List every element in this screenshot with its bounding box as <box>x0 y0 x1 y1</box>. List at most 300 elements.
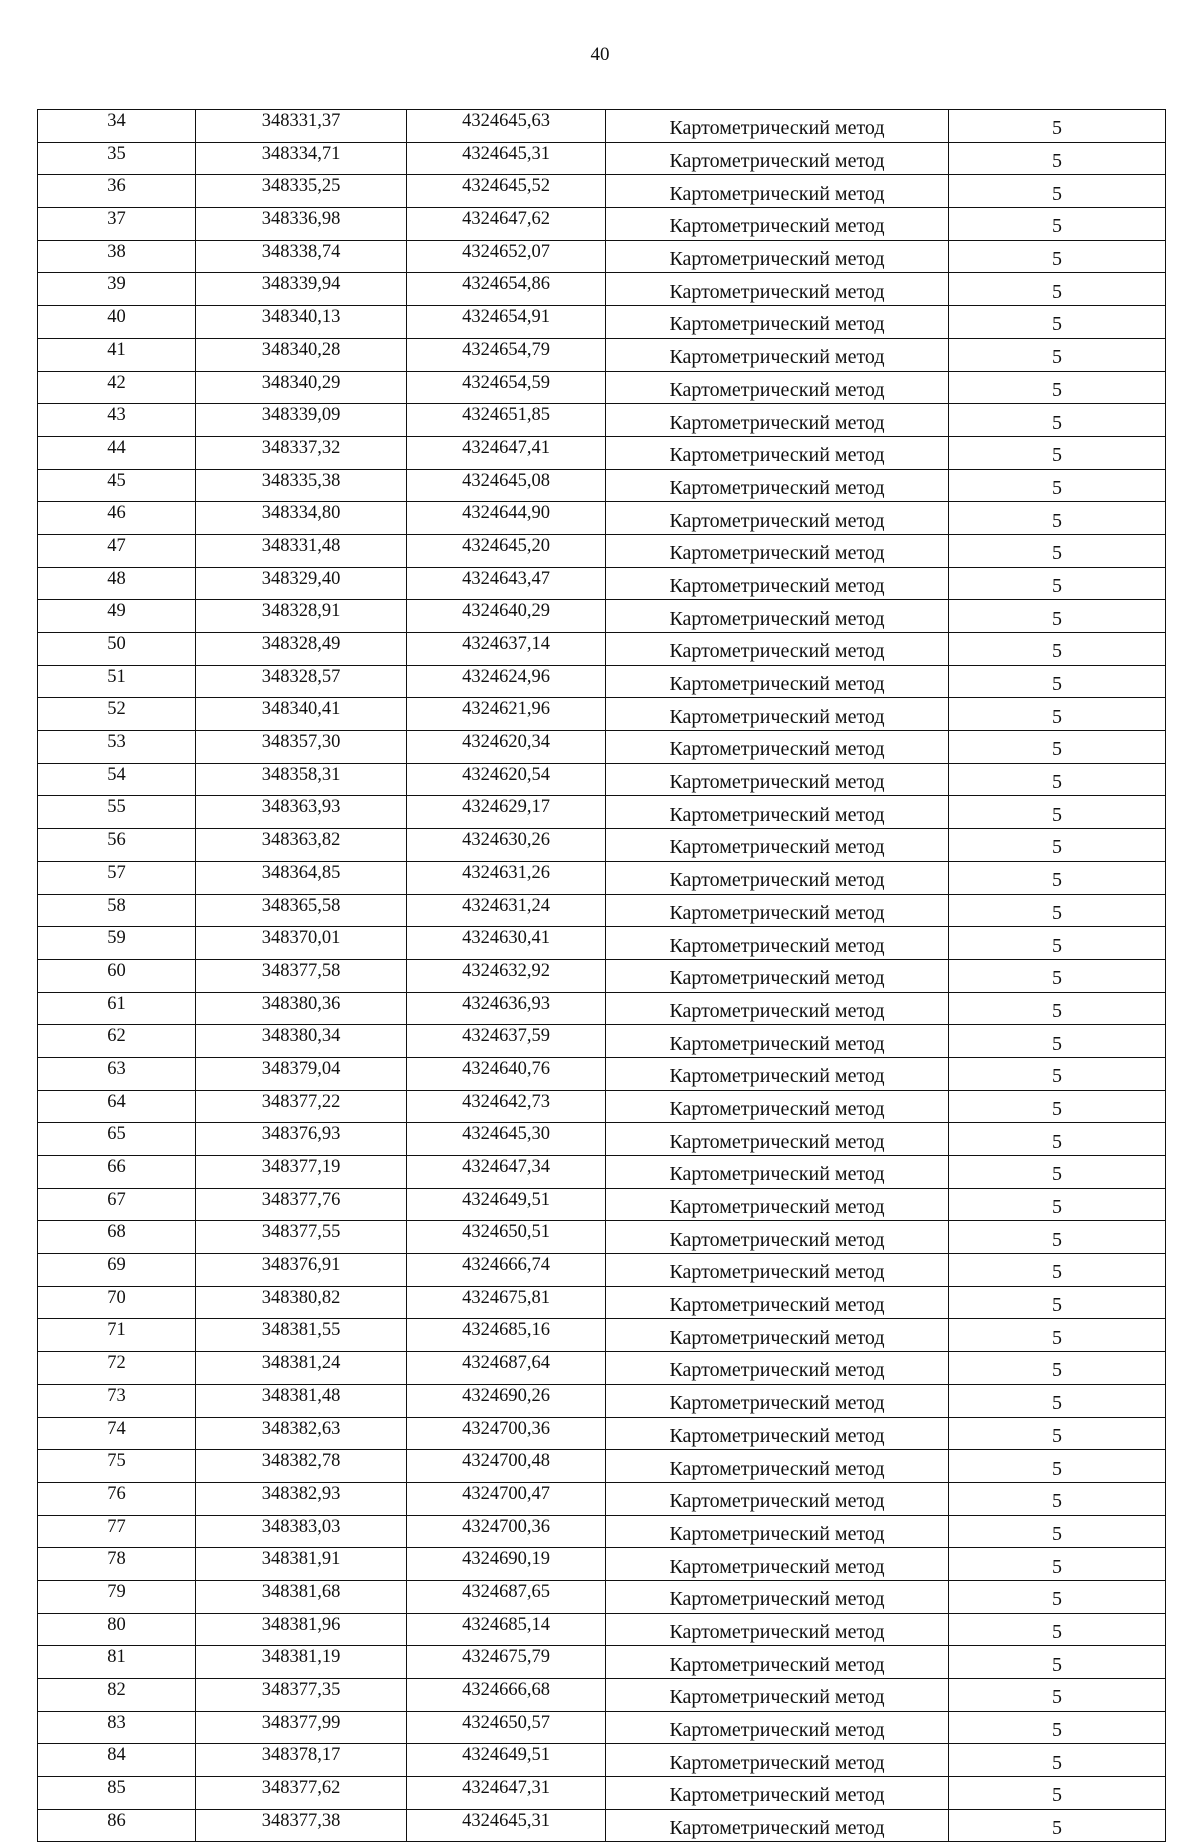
x-coordinate-cell: 348377,55 <box>196 1221 407 1254</box>
y-coordinate-cell: 4324654,59 <box>407 371 606 404</box>
method-cell: Картометрический метод <box>606 894 949 927</box>
y-coordinate-cell: 4324620,54 <box>407 763 606 796</box>
method-cell: Картометрический метод <box>606 927 949 960</box>
point-number-cell: 57 <box>38 861 196 894</box>
table-row <box>38 1450 1166 1483</box>
x-coordinate-cell: 348365,58 <box>196 894 407 927</box>
x-coordinate-cell: 348328,91 <box>196 600 407 633</box>
y-coordinate-cell: 4324644,90 <box>407 502 606 535</box>
point-number-cell: 51 <box>38 665 196 698</box>
method-cell: Картометрический метод <box>606 1286 949 1319</box>
y-coordinate-cell: 4324654,91 <box>407 306 606 339</box>
x-coordinate-cell: 348377,38 <box>196 1809 407 1842</box>
table-row <box>38 1057 1166 1090</box>
y-coordinate-cell: 4324631,24 <box>407 894 606 927</box>
y-coordinate-cell: 4324690,19 <box>407 1548 606 1581</box>
accuracy-cell: 5 <box>949 1025 1166 1058</box>
x-coordinate-cell: 348340,29 <box>196 371 407 404</box>
x-coordinate-cell: 348334,71 <box>196 142 407 175</box>
y-coordinate-cell: 4324645,31 <box>407 142 606 175</box>
table-row <box>38 959 1166 992</box>
point-number-cell: 67 <box>38 1188 196 1221</box>
table-body <box>38 110 1166 1842</box>
table-row <box>38 1744 1166 1777</box>
accuracy-cell: 5 <box>949 534 1166 567</box>
method-cell: Картометрический метод <box>606 1482 949 1515</box>
y-coordinate-cell: 4324652,07 <box>407 240 606 273</box>
y-coordinate-cell: 4324700,36 <box>407 1417 606 1450</box>
y-coordinate-cell: 4324650,51 <box>407 1221 606 1254</box>
x-coordinate-cell: 348328,57 <box>196 665 407 698</box>
table-row <box>38 1515 1166 1548</box>
y-coordinate-cell: 4324690,26 <box>407 1384 606 1417</box>
point-number-cell: 46 <box>38 502 196 535</box>
point-number-cell: 52 <box>38 698 196 731</box>
y-coordinate-cell: 4324632,92 <box>407 959 606 992</box>
method-cell: Картометрический метод <box>606 240 949 273</box>
accuracy-cell: 5 <box>949 1221 1166 1254</box>
y-coordinate-cell: 4324700,48 <box>407 1450 606 1483</box>
x-coordinate-cell: 348335,38 <box>196 469 407 502</box>
x-coordinate-cell: 348381,91 <box>196 1548 407 1581</box>
accuracy-cell: 5 <box>949 1286 1166 1319</box>
accuracy-cell: 5 <box>949 1156 1166 1189</box>
method-cell: Картометрический метод <box>606 1025 949 1058</box>
accuracy-cell: 5 <box>949 1613 1166 1646</box>
method-cell: Картометрический метод <box>606 1352 949 1385</box>
point-number-cell: 82 <box>38 1679 196 1712</box>
x-coordinate-cell: 348377,19 <box>196 1156 407 1189</box>
y-coordinate-cell: 4324645,30 <box>407 1123 606 1156</box>
accuracy-cell: 5 <box>949 829 1166 862</box>
accuracy-cell: 5 <box>949 600 1166 633</box>
x-coordinate-cell: 348336,98 <box>196 208 407 241</box>
x-coordinate-cell: 348363,93 <box>196 796 407 829</box>
table-row <box>38 861 1166 894</box>
point-number-cell: 81 <box>38 1646 196 1679</box>
x-coordinate-cell: 348377,58 <box>196 959 407 992</box>
table-row <box>38 338 1166 371</box>
accuracy-cell: 5 <box>949 1679 1166 1712</box>
accuracy-cell: 5 <box>949 1646 1166 1679</box>
accuracy-cell: 5 <box>949 1417 1166 1450</box>
table-row <box>38 1711 1166 1744</box>
page-number: 40 <box>590 44 610 65</box>
y-coordinate-cell: 4324700,47 <box>407 1482 606 1515</box>
x-coordinate-cell: 348377,99 <box>196 1711 407 1744</box>
x-coordinate-cell: 348328,49 <box>196 633 407 666</box>
point-number-cell: 35 <box>38 142 196 175</box>
method-cell: Картометрический метод <box>606 633 949 666</box>
table-row <box>38 731 1166 764</box>
accuracy-cell: 5 <box>949 894 1166 927</box>
y-coordinate-cell: 4324675,79 <box>407 1646 606 1679</box>
x-coordinate-cell: 348339,09 <box>196 404 407 437</box>
accuracy-cell: 5 <box>949 1809 1166 1842</box>
method-cell: Картометрический метод <box>606 1384 949 1417</box>
table-row <box>38 240 1166 273</box>
accuracy-cell: 5 <box>949 306 1166 339</box>
table-row <box>38 1090 1166 1123</box>
method-cell: Картометрический метод <box>606 142 949 175</box>
point-number-cell: 66 <box>38 1156 196 1189</box>
table-row <box>38 142 1166 175</box>
point-number-cell: 76 <box>38 1482 196 1515</box>
method-cell: Картометрический метод <box>606 1254 949 1287</box>
table-row <box>38 469 1166 502</box>
method-cell: Картометрический метод <box>606 959 949 992</box>
y-coordinate-cell: 4324637,59 <box>407 1025 606 1058</box>
point-number-cell: 85 <box>38 1777 196 1810</box>
y-coordinate-cell: 4324647,62 <box>407 208 606 241</box>
accuracy-cell: 5 <box>949 959 1166 992</box>
method-cell: Картометрический метод <box>606 338 949 371</box>
point-number-cell: 80 <box>38 1613 196 1646</box>
table-row <box>38 633 1166 666</box>
table-row <box>38 567 1166 600</box>
table-row <box>38 306 1166 339</box>
x-coordinate-cell: 348339,94 <box>196 273 407 306</box>
table-row <box>38 110 1166 143</box>
y-coordinate-cell: 4324630,41 <box>407 927 606 960</box>
method-cell: Картометрический метод <box>606 763 949 796</box>
method-cell: Картометрический метод <box>606 1123 949 1156</box>
method-cell: Картометрический метод <box>606 861 949 894</box>
method-cell: Картометрический метод <box>606 1515 949 1548</box>
point-number-cell: 55 <box>38 796 196 829</box>
table-row <box>38 1679 1166 1712</box>
point-number-cell: 40 <box>38 306 196 339</box>
point-number-cell: 53 <box>38 731 196 764</box>
x-coordinate-cell: 348381,55 <box>196 1319 407 1352</box>
table-row <box>38 1482 1166 1515</box>
table-row <box>38 534 1166 567</box>
x-coordinate-cell: 348357,30 <box>196 731 407 764</box>
method-cell: Картометрический метод <box>606 829 949 862</box>
method-cell: Картометрический метод <box>606 731 949 764</box>
point-number-cell: 77 <box>38 1515 196 1548</box>
point-number-cell: 70 <box>38 1286 196 1319</box>
x-coordinate-cell: 348377,35 <box>196 1679 407 1712</box>
accuracy-cell: 5 <box>949 1711 1166 1744</box>
accuracy-cell: 5 <box>949 992 1166 1025</box>
accuracy-cell: 5 <box>949 208 1166 241</box>
coordinates-table <box>37 109 1166 1842</box>
x-coordinate-cell: 348376,93 <box>196 1123 407 1156</box>
y-coordinate-cell: 4324687,64 <box>407 1352 606 1385</box>
y-coordinate-cell: 4324642,73 <box>407 1090 606 1123</box>
x-coordinate-cell: 348358,31 <box>196 763 407 796</box>
point-number-cell: 58 <box>38 894 196 927</box>
x-coordinate-cell: 348340,41 <box>196 698 407 731</box>
point-number-cell: 72 <box>38 1352 196 1385</box>
table-row <box>38 1188 1166 1221</box>
x-coordinate-cell: 348377,62 <box>196 1777 407 1810</box>
x-coordinate-cell: 348363,82 <box>196 829 407 862</box>
accuracy-cell: 5 <box>949 731 1166 764</box>
method-cell: Картометрический метод <box>606 306 949 339</box>
table-row <box>38 1384 1166 1417</box>
table-row <box>38 1319 1166 1352</box>
y-coordinate-cell: 4324645,08 <box>407 469 606 502</box>
method-cell: Картометрический метод <box>606 371 949 404</box>
accuracy-cell: 5 <box>949 110 1166 143</box>
accuracy-cell: 5 <box>949 861 1166 894</box>
point-number-cell: 49 <box>38 600 196 633</box>
method-cell: Картометрический метод <box>606 600 949 633</box>
method-cell: Картометрический метод <box>606 567 949 600</box>
table-row <box>38 796 1166 829</box>
accuracy-cell: 5 <box>949 502 1166 535</box>
method-cell: Картометрический метод <box>606 1450 949 1483</box>
method-cell: Картометрический метод <box>606 1057 949 1090</box>
x-coordinate-cell: 348377,76 <box>196 1188 407 1221</box>
table-row <box>38 1417 1166 1450</box>
y-coordinate-cell: 4324649,51 <box>407 1188 606 1221</box>
x-coordinate-cell: 348340,28 <box>196 338 407 371</box>
table-row <box>38 665 1166 698</box>
x-coordinate-cell: 348382,78 <box>196 1450 407 1483</box>
table-row <box>38 1777 1166 1810</box>
x-coordinate-cell: 348381,48 <box>196 1384 407 1417</box>
y-coordinate-cell: 4324647,41 <box>407 436 606 469</box>
method-cell: Картометрический метод <box>606 469 949 502</box>
method-cell: Картометрический метод <box>606 534 949 567</box>
y-coordinate-cell: 4324621,96 <box>407 698 606 731</box>
point-number-cell: 56 <box>38 829 196 862</box>
y-coordinate-cell: 4324654,79 <box>407 338 606 371</box>
y-coordinate-cell: 4324624,96 <box>407 665 606 698</box>
table-row <box>38 1646 1166 1679</box>
point-number-cell: 61 <box>38 992 196 1025</box>
method-cell: Картометрический метод <box>606 1580 949 1613</box>
point-number-cell: 86 <box>38 1809 196 1842</box>
point-number-cell: 62 <box>38 1025 196 1058</box>
point-number-cell: 79 <box>38 1580 196 1613</box>
accuracy-cell: 5 <box>949 1515 1166 1548</box>
point-number-cell: 71 <box>38 1319 196 1352</box>
accuracy-cell: 5 <box>949 665 1166 698</box>
y-coordinate-cell: 4324675,81 <box>407 1286 606 1319</box>
accuracy-cell: 5 <box>949 1482 1166 1515</box>
table-row <box>38 894 1166 927</box>
table-row <box>38 1025 1166 1058</box>
point-number-cell: 36 <box>38 175 196 208</box>
method-cell: Картометрический метод <box>606 1417 949 1450</box>
y-coordinate-cell: 4324649,51 <box>407 1744 606 1777</box>
table-row <box>38 1580 1166 1613</box>
point-number-cell: 64 <box>38 1090 196 1123</box>
accuracy-cell: 5 <box>949 436 1166 469</box>
accuracy-cell: 5 <box>949 763 1166 796</box>
point-number-cell: 37 <box>38 208 196 241</box>
point-number-cell: 42 <box>38 371 196 404</box>
table-row <box>38 404 1166 437</box>
method-cell: Картометрический метод <box>606 1188 949 1221</box>
table-row <box>38 371 1166 404</box>
x-coordinate-cell: 348377,22 <box>196 1090 407 1123</box>
accuracy-cell: 5 <box>949 142 1166 175</box>
point-number-cell: 48 <box>38 567 196 600</box>
table-row <box>38 175 1166 208</box>
table-row <box>38 273 1166 306</box>
table-row <box>38 992 1166 1025</box>
accuracy-cell: 5 <box>949 175 1166 208</box>
method-cell: Картометрический метод <box>606 1156 949 1189</box>
method-cell: Картометрический метод <box>606 502 949 535</box>
accuracy-cell: 5 <box>949 1188 1166 1221</box>
table-row <box>38 1156 1166 1189</box>
table-row <box>38 927 1166 960</box>
point-number-cell: 84 <box>38 1744 196 1777</box>
y-coordinate-cell: 4324700,36 <box>407 1515 606 1548</box>
accuracy-cell: 5 <box>949 633 1166 666</box>
y-coordinate-cell: 4324651,85 <box>407 404 606 437</box>
accuracy-cell: 5 <box>949 698 1166 731</box>
accuracy-cell: 5 <box>949 1123 1166 1156</box>
x-coordinate-cell: 348337,32 <box>196 436 407 469</box>
method-cell: Картометрический метод <box>606 273 949 306</box>
y-coordinate-cell: 4324666,68 <box>407 1679 606 1712</box>
point-number-cell: 69 <box>38 1254 196 1287</box>
x-coordinate-cell: 348340,13 <box>196 306 407 339</box>
y-coordinate-cell: 4324643,47 <box>407 567 606 600</box>
x-coordinate-cell: 348380,34 <box>196 1025 407 1058</box>
accuracy-cell: 5 <box>949 1254 1166 1287</box>
x-coordinate-cell: 348364,85 <box>196 861 407 894</box>
point-number-cell: 47 <box>38 534 196 567</box>
x-coordinate-cell: 348331,37 <box>196 110 407 143</box>
table-row <box>38 208 1166 241</box>
table-row <box>38 1352 1166 1385</box>
method-cell: Картометрический метод <box>606 436 949 469</box>
point-number-cell: 68 <box>38 1221 196 1254</box>
y-coordinate-cell: 4324631,26 <box>407 861 606 894</box>
x-coordinate-cell: 348378,17 <box>196 1744 407 1777</box>
y-coordinate-cell: 4324637,14 <box>407 633 606 666</box>
y-coordinate-cell: 4324647,34 <box>407 1156 606 1189</box>
point-number-cell: 44 <box>38 436 196 469</box>
y-coordinate-cell: 4324636,93 <box>407 992 606 1025</box>
method-cell: Картометрический метод <box>606 665 949 698</box>
point-number-cell: 59 <box>38 927 196 960</box>
method-cell: Картометрический метод <box>606 1777 949 1810</box>
x-coordinate-cell: 348383,03 <box>196 1515 407 1548</box>
x-coordinate-cell: 348376,91 <box>196 1254 407 1287</box>
accuracy-cell: 5 <box>949 469 1166 502</box>
y-coordinate-cell: 4324620,34 <box>407 731 606 764</box>
y-coordinate-cell: 4324629,17 <box>407 796 606 829</box>
x-coordinate-cell: 348338,74 <box>196 240 407 273</box>
table-row <box>38 1809 1166 1842</box>
point-number-cell: 75 <box>38 1450 196 1483</box>
method-cell: Картометрический метод <box>606 1646 949 1679</box>
method-cell: Картометрический метод <box>606 1090 949 1123</box>
point-number-cell: 34 <box>38 110 196 143</box>
method-cell: Картометрический метод <box>606 208 949 241</box>
y-coordinate-cell: 4324647,31 <box>407 1777 606 1810</box>
method-cell: Картометрический метод <box>606 1809 949 1842</box>
method-cell: Картометрический метод <box>606 1319 949 1352</box>
method-cell: Картометрический метод <box>606 1679 949 1712</box>
table-row <box>38 1254 1166 1287</box>
y-coordinate-cell: 4324650,57 <box>407 1711 606 1744</box>
point-number-cell: 83 <box>38 1711 196 1744</box>
table-row <box>38 502 1166 535</box>
y-coordinate-cell: 4324685,14 <box>407 1613 606 1646</box>
method-cell: Картометрический метод <box>606 1711 949 1744</box>
accuracy-cell: 5 <box>949 273 1166 306</box>
x-coordinate-cell: 348379,04 <box>196 1057 407 1090</box>
table-row <box>38 1123 1166 1156</box>
point-number-cell: 39 <box>38 273 196 306</box>
method-cell: Картометрический метод <box>606 698 949 731</box>
accuracy-cell: 5 <box>949 1450 1166 1483</box>
x-coordinate-cell: 348335,25 <box>196 175 407 208</box>
y-coordinate-cell: 4324687,65 <box>407 1580 606 1613</box>
accuracy-cell: 5 <box>949 1319 1166 1352</box>
accuracy-cell: 5 <box>949 927 1166 960</box>
y-coordinate-cell: 4324654,86 <box>407 273 606 306</box>
point-number-cell: 74 <box>38 1417 196 1450</box>
point-number-cell: 73 <box>38 1384 196 1417</box>
accuracy-cell: 5 <box>949 1384 1166 1417</box>
table-row <box>38 829 1166 862</box>
point-number-cell: 63 <box>38 1057 196 1090</box>
method-cell: Картометрический метод <box>606 110 949 143</box>
x-coordinate-cell: 348331,48 <box>196 534 407 567</box>
accuracy-cell: 5 <box>949 1548 1166 1581</box>
point-number-cell: 60 <box>38 959 196 992</box>
x-coordinate-cell: 348329,40 <box>196 567 407 600</box>
table-row <box>38 436 1166 469</box>
table-row <box>38 600 1166 633</box>
y-coordinate-cell: 4324640,76 <box>407 1057 606 1090</box>
y-coordinate-cell: 4324640,29 <box>407 600 606 633</box>
table-row <box>38 1548 1166 1581</box>
point-number-cell: 65 <box>38 1123 196 1156</box>
x-coordinate-cell: 348381,68 <box>196 1580 407 1613</box>
point-number-cell: 50 <box>38 633 196 666</box>
point-number-cell: 43 <box>38 404 196 437</box>
method-cell: Картометрический метод <box>606 404 949 437</box>
method-cell: Картометрический метод <box>606 1744 949 1777</box>
method-cell: Картометрический метод <box>606 1221 949 1254</box>
y-coordinate-cell: 4324645,31 <box>407 1809 606 1842</box>
y-coordinate-cell: 4324645,20 <box>407 534 606 567</box>
method-cell: Картометрический метод <box>606 175 949 208</box>
accuracy-cell: 5 <box>949 338 1166 371</box>
y-coordinate-cell: 4324645,63 <box>407 110 606 143</box>
x-coordinate-cell: 348382,93 <box>196 1482 407 1515</box>
method-cell: Картометрический метод <box>606 796 949 829</box>
x-coordinate-cell: 348334,80 <box>196 502 407 535</box>
accuracy-cell: 5 <box>949 404 1166 437</box>
table-row <box>38 698 1166 731</box>
point-number-cell: 41 <box>38 338 196 371</box>
method-cell: Картометрический метод <box>606 1548 949 1581</box>
x-coordinate-cell: 348381,96 <box>196 1613 407 1646</box>
accuracy-cell: 5 <box>949 371 1166 404</box>
accuracy-cell: 5 <box>949 1777 1166 1810</box>
y-coordinate-cell: 4324685,16 <box>407 1319 606 1352</box>
y-coordinate-cell: 4324666,74 <box>407 1254 606 1287</box>
x-coordinate-cell: 348381,24 <box>196 1352 407 1385</box>
point-number-cell: 54 <box>38 763 196 796</box>
x-coordinate-cell: 348370,01 <box>196 927 407 960</box>
accuracy-cell: 5 <box>949 1057 1166 1090</box>
accuracy-cell: 5 <box>949 796 1166 829</box>
